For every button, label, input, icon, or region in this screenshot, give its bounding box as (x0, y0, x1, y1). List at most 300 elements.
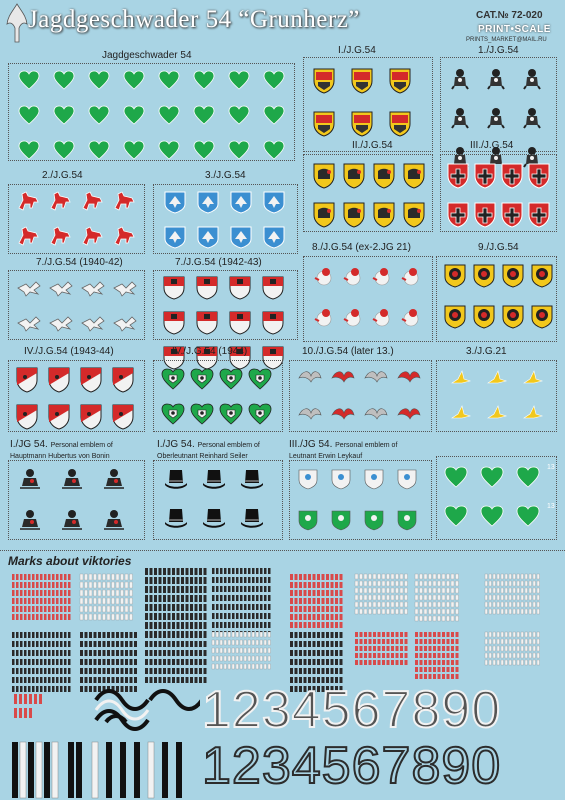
victory-bar (168, 677, 171, 683)
victory-bar (130, 659, 133, 665)
victory-bar (313, 622, 316, 628)
victory-bar (322, 574, 325, 580)
victory-bar (60, 574, 63, 580)
victory-bar (190, 568, 193, 575)
victory-bar (529, 653, 532, 658)
digit-set-dark: 1234567890 (202, 737, 502, 795)
victory-bar (40, 632, 43, 638)
victory-bar (190, 595, 193, 602)
victory-bar (256, 622, 259, 628)
victory-bar (244, 664, 247, 669)
victory-bar (429, 674, 432, 679)
victory-bar (290, 614, 293, 620)
victory-bar (299, 606, 302, 612)
victory-bar (322, 632, 325, 638)
victory-bar (529, 574, 532, 579)
victory-bar (308, 650, 311, 656)
winged-emblem-icon (297, 368, 330, 393)
victory-bar (447, 653, 450, 658)
victory-bar (199, 568, 202, 575)
victory-bar (172, 586, 175, 593)
victory-bar (24, 582, 27, 588)
victory-bar (485, 588, 488, 593)
victory-bar (456, 674, 459, 679)
victory-bar (56, 650, 59, 656)
victory-bar (322, 598, 325, 604)
emblem-heart-icon (248, 368, 277, 395)
victory-bar (317, 614, 320, 620)
victory-bar (360, 588, 363, 593)
green-heart-icon (18, 140, 53, 165)
victory-bar (80, 614, 83, 620)
devil-skier-icon (18, 509, 60, 536)
victory-bar (442, 574, 445, 579)
victory-bar (186, 622, 189, 629)
victory-bar (340, 659, 343, 665)
victory-bar (36, 590, 39, 596)
victory-bar (447, 667, 450, 672)
blue-shield-icon (262, 190, 295, 219)
victory-bar (290, 574, 293, 580)
victory-bar (525, 653, 528, 658)
top-hat-icon (163, 468, 201, 495)
victory-bar (20, 641, 23, 647)
victory-bar (103, 614, 106, 620)
bear-shield-icon (313, 163, 343, 194)
victory-bar (424, 588, 427, 593)
victory-bar (116, 590, 119, 596)
shield-grid-iv-4344 (16, 367, 144, 435)
victory-bar (456, 588, 459, 593)
victory-bar (64, 668, 67, 674)
victory-bar (456, 667, 459, 672)
victory-bar (509, 574, 512, 579)
victory-bar (424, 667, 427, 672)
victory-bar (497, 646, 500, 651)
victory-bar (85, 668, 88, 674)
victory-bar (400, 632, 403, 637)
blue-shield-icon (229, 190, 262, 219)
victory-bar (98, 598, 101, 604)
label-iv-44: IV./J.G.54 (1944) (172, 346, 248, 357)
label-viktories: Marks about viktories (8, 554, 132, 568)
victory-bar (248, 632, 251, 637)
victory-bar (364, 602, 367, 607)
victory-bar (190, 677, 193, 683)
victory-bar (308, 598, 311, 604)
victory-bar (364, 660, 367, 665)
victory-bar (204, 650, 207, 656)
victory-bar (378, 574, 381, 579)
victory-bar (48, 574, 51, 580)
cross-shield-icon (447, 163, 474, 194)
victory-bar (228, 568, 231, 574)
victory-bar (299, 641, 302, 647)
victory-bar (190, 586, 193, 593)
victory-bar (373, 653, 376, 658)
victory-bar (64, 641, 67, 647)
rooster-icon (371, 265, 400, 292)
victory-bar (391, 660, 394, 665)
victory-bar (313, 632, 316, 638)
victory-bar (177, 586, 180, 593)
red-horse-icon (48, 190, 80, 217)
victory-bar (438, 632, 441, 637)
victory-bar (64, 677, 67, 683)
victory-bar (533, 639, 536, 644)
red-horse-icon (16, 190, 48, 217)
victory-bar (177, 632, 180, 638)
victory-bar (32, 677, 35, 683)
victory-bar (501, 660, 504, 665)
victory-bar (513, 602, 516, 607)
victory-bar (80, 590, 83, 596)
bear-shield-icon (403, 163, 433, 194)
victory-bar (456, 639, 459, 644)
victory-bar (497, 581, 500, 586)
victory-bar (340, 650, 343, 656)
victory-bar (447, 674, 450, 679)
victory-bar (236, 648, 239, 653)
victory-bar (313, 598, 316, 604)
victory-bar (181, 586, 184, 593)
victory-bar (268, 586, 271, 592)
victory-bar (89, 606, 92, 612)
emblem-heart-icon (248, 403, 277, 430)
victory-bar (493, 646, 496, 651)
victory-bar (145, 586, 148, 593)
split-shield-icon (229, 311, 262, 340)
victory-bar (326, 641, 329, 647)
label-iv-4344: IV./J.G.54 (1943-44) (24, 346, 114, 357)
victory-bar (451, 660, 454, 665)
victory-bar (204, 568, 207, 575)
victory-bar (447, 660, 450, 665)
victory-bar (299, 614, 302, 620)
victory-bar (150, 650, 153, 656)
devil-figure-icon (450, 107, 486, 134)
victory-bar (424, 581, 427, 586)
victory-bar (420, 581, 423, 586)
victory-bar (64, 590, 67, 596)
yellow-roundel-icon (471, 303, 500, 334)
victory-bar (295, 582, 298, 588)
victory-bar (256, 595, 259, 601)
victory-bar (204, 659, 207, 665)
victory-bar (264, 648, 267, 653)
victory-bar (405, 574, 408, 579)
victory-bar (212, 664, 215, 669)
victory-bar (451, 667, 454, 672)
victory-bar (12, 659, 15, 665)
victory-bar (177, 577, 180, 584)
victory-bar (355, 653, 358, 658)
rooster-icon (371, 306, 400, 333)
victory-bar (493, 653, 496, 658)
victory-bar (40, 677, 43, 683)
victory-bar (335, 641, 338, 647)
victory-bar (134, 668, 137, 674)
victory-bar (326, 659, 329, 665)
victory-bar (163, 668, 166, 674)
victory-bar (134, 641, 137, 647)
victory-bar (186, 586, 189, 593)
victory-bar (24, 632, 27, 638)
victory-bar (204, 613, 207, 620)
checkered-shield-icon (351, 111, 389, 142)
victory-bar (456, 653, 459, 658)
victory-bar (220, 664, 223, 669)
green-shield-icon (330, 509, 363, 536)
split-shield-icon (196, 276, 229, 305)
victory-bar (326, 614, 329, 620)
victory-bar (228, 595, 231, 601)
victory-bar (537, 595, 540, 600)
devil-skier-icon (60, 509, 102, 536)
victory-bar (112, 659, 115, 665)
victory-bar (80, 598, 83, 604)
victory-bar (308, 574, 311, 580)
victory-bar (489, 646, 492, 651)
victory-bar (172, 659, 175, 665)
victory-bar (335, 668, 338, 674)
victory-bar (373, 646, 376, 651)
victory-bar (244, 604, 247, 610)
victory-bar (424, 609, 427, 614)
victory-bar (400, 574, 403, 579)
victory-bar (497, 609, 500, 614)
rooster-icon (400, 306, 429, 333)
victory-bar (216, 622, 219, 628)
victory-bar (331, 622, 334, 628)
victory-bar (107, 641, 110, 647)
yellow-bird-icon (486, 369, 522, 392)
victory-bar (521, 653, 524, 658)
victory-bar (308, 641, 311, 647)
victory-bar (295, 650, 298, 656)
victory-bar (190, 604, 193, 611)
victory-bar (163, 595, 166, 602)
label-1-jg54: 1./J.G.54 (478, 45, 519, 56)
victory-bar (493, 632, 496, 637)
victory-bar (98, 582, 101, 588)
victory-bar (154, 632, 157, 638)
victory-bar (16, 650, 19, 656)
cross-shield-icon (447, 202, 474, 233)
victory-bar (521, 595, 524, 600)
victory-bar (505, 581, 508, 586)
victory-bar (28, 632, 31, 638)
victory-bar (130, 641, 133, 647)
victory-bar (68, 677, 71, 683)
victory-bar (244, 613, 247, 619)
victory-bar (382, 595, 385, 600)
victory-bar (396, 653, 399, 658)
victory-bar (85, 590, 88, 596)
victory-bar (240, 577, 243, 583)
victory-bar (32, 650, 35, 656)
victory-bar (533, 632, 536, 637)
victory-bar (236, 656, 239, 661)
victory-bar (442, 616, 445, 621)
victory-bar (56, 641, 59, 647)
victory-bar (20, 598, 23, 604)
victory-bar (317, 622, 320, 628)
yellow-roundel-icon (500, 262, 529, 293)
victory-bar (433, 609, 436, 614)
victory-bar (80, 606, 83, 612)
victory-bar (244, 586, 247, 592)
contact-email: PRINTS_MARKET@MAIL.RU (466, 37, 547, 43)
victory-bar (168, 659, 171, 665)
victory-bar (308, 668, 311, 674)
victory-bar (168, 622, 171, 629)
yellow-roundel-icon (442, 303, 471, 334)
victory-bar (163, 641, 166, 647)
victory-bar (268, 604, 271, 610)
emblem-heart-icon (190, 403, 219, 430)
victory-bar (501, 574, 504, 579)
victory-bar (378, 595, 381, 600)
victory-bar (28, 606, 31, 612)
victory-bar (424, 646, 427, 651)
victory-bar (16, 677, 19, 683)
victory-bar (295, 668, 298, 674)
label-jg54: Jagdgeschwader 54 (102, 50, 192, 61)
blue-shield-icon (196, 225, 229, 254)
heart-badge-icon (444, 505, 480, 532)
victory-bar (216, 586, 219, 592)
yellow-roundel-icon (471, 262, 500, 293)
victory-bar (529, 609, 532, 614)
victory-bar (94, 574, 97, 580)
victory-bar (313, 668, 316, 674)
victory-bar (24, 650, 27, 656)
victory-bar (56, 606, 59, 612)
victory-bar (355, 639, 358, 644)
victory-bar (505, 574, 508, 579)
victory-bar (313, 582, 316, 588)
victory-bar (299, 582, 302, 588)
victory-bar (244, 595, 247, 601)
victory-bar (85, 582, 88, 588)
victory-bar (16, 632, 19, 638)
victory-bar (28, 641, 31, 647)
victory-bar (150, 659, 153, 665)
heart-grid-iv-44 (161, 368, 277, 430)
victory-bar (304, 598, 307, 604)
victory-bar (150, 677, 153, 683)
heart-badge-number: 13 (547, 464, 555, 471)
green-heart-icon (53, 70, 88, 95)
victory-bar (429, 602, 432, 607)
green-heart-icon (158, 105, 193, 130)
victory-bar (107, 590, 110, 596)
victory-bar (317, 632, 320, 638)
victory-bar (317, 659, 320, 665)
victory-bar (64, 632, 67, 638)
victory-bar (373, 602, 376, 607)
victory-bar (103, 677, 106, 683)
victory-bar (521, 646, 524, 651)
cross-shield-icon (501, 163, 528, 194)
victory-bar (224, 568, 227, 574)
victory-bar (212, 568, 215, 574)
victory-bar (216, 595, 219, 601)
heart-badge-icon (444, 466, 480, 493)
victory-bar (40, 650, 43, 656)
victory-bar (264, 632, 267, 637)
split-shield-icon (163, 311, 196, 340)
victory-bar (335, 650, 338, 656)
victory-bar (442, 632, 445, 637)
victory-bar (145, 659, 148, 665)
victory-bar (268, 613, 271, 619)
victory-bar (485, 632, 488, 637)
victory-bar (442, 588, 445, 593)
catalog-number: CAT.№ 72-020 (476, 10, 543, 21)
victory-bar (80, 574, 83, 580)
victory-bar (121, 582, 124, 588)
devil-figure-icon (486, 107, 522, 134)
victory-bar (52, 632, 55, 638)
victory-bar (125, 641, 128, 647)
victory-bar (181, 668, 184, 674)
victory-bar (98, 606, 101, 612)
victory-bar (40, 641, 43, 647)
victory-bar (24, 614, 27, 620)
victory-bar (317, 641, 320, 647)
victory-bar (163, 622, 166, 629)
white-bird-icon (16, 315, 48, 338)
victory-bar (89, 677, 92, 683)
label-personal-1: I./JG 54. Personal emblem of Hauptmann Hubertus von Bonin (10, 439, 113, 460)
victory-bar (232, 632, 235, 637)
victory-bar (335, 659, 338, 665)
rooster-icon (342, 265, 371, 292)
victory-bar (264, 613, 267, 619)
victory-bar (451, 602, 454, 607)
victory-bar (387, 632, 390, 637)
victory-bar (107, 677, 110, 683)
victory-bar (415, 581, 418, 586)
victory-bar (212, 595, 215, 601)
victory-bar (16, 598, 19, 604)
victory-bar (190, 650, 193, 656)
victory-bar (485, 595, 488, 600)
emblem-heart-icon (161, 368, 190, 395)
victory-bar (387, 609, 390, 614)
victory-tally-marks (0, 560, 565, 700)
victory-bar (268, 648, 271, 653)
victory-bar (420, 674, 423, 679)
eagle-emblem-icon (4, 2, 30, 46)
victory-bar (68, 632, 71, 638)
victory-bar (493, 602, 496, 607)
victory-bar (172, 577, 175, 584)
victory-bar (89, 659, 92, 665)
victory-bar (438, 588, 441, 593)
victory-bar (154, 568, 157, 575)
green-heart-icon (263, 105, 298, 130)
victory-bar (16, 614, 19, 620)
victory-bar (537, 632, 540, 637)
victory-bar (48, 590, 51, 596)
victory-bar (28, 677, 31, 683)
victory-bar (256, 632, 259, 637)
victory-bar (517, 602, 520, 607)
diagonal-shield-icon (16, 404, 48, 435)
